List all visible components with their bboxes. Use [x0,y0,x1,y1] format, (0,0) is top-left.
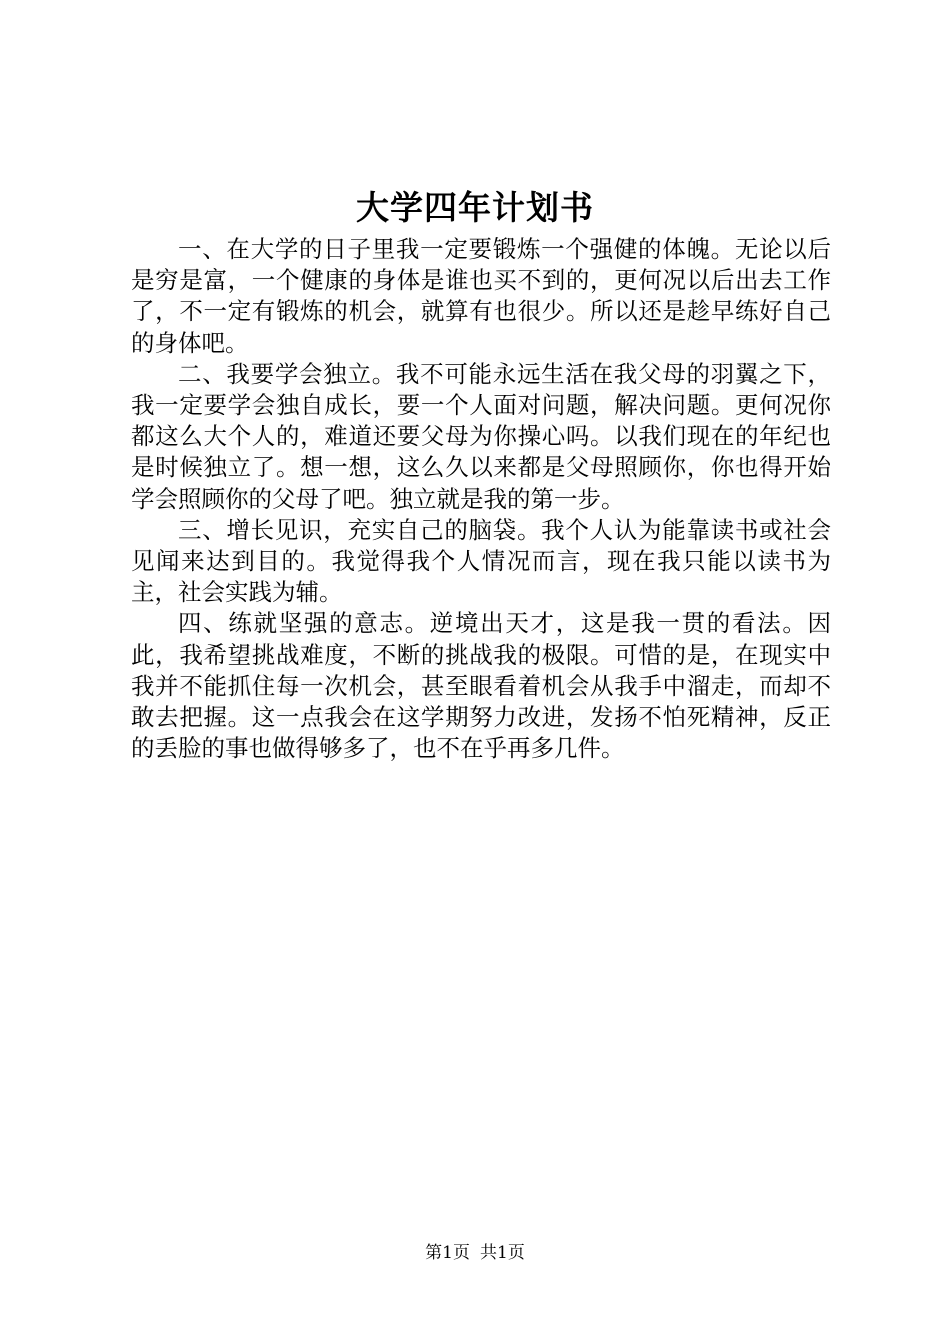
page-footer [0,1242,950,1264]
paragraph-2: 二、我要学会独立。我不可能永远生活在我父母的羽翼之下，我一定要学会独自成长，要一个人面对问题，解决问题。更何况你都这么大个人的，难道还要父母为你操心吗。以我们现在的年纪也是时候独立了。想一想，这么久以来都是父母照顾你，你也得开始学会照顾你的父母了吧。独立就是我的第一步。 [131,359,831,513]
paragraph-1: 一、在大学的日子里我一定要锻炼一个强健的体魄。无论以后是穷是富，一个健康的身体是谁也买不到的，更何况以后出去工作了，不一定有锻炼的机会，就算有也很少。所以还是趁早练好自己的身体吧。 [131,235,831,357]
page-number: 第1页 [425,1243,470,1263]
page-total: 共1页 [480,1243,525,1263]
paragraph-4: 四、练就坚强的意志。逆境出天才，这是我一贯的看法。因此，我希望挑战难度，不断的挑战我的极限。可惜的是，在现实中我并不能抓住每一次机会，甚至眼看着机会从我手中溜走，而却不敢去把握。这一点我会在这学期努力改进，发扬不怕死精神，反正的丢脸的事也做得够多了，也不在乎再多几件。 [131,609,831,763]
document-body [131,234,831,764]
paragraph-3: 三、增长见识，充实自己的脑袋。我个人认为能靠读书或社会见闻来达到目的。我觉得我个人情况而言，现在我只能以读书为主，社会实践为辅。 [131,515,831,607]
document-title: 大学四年计划书 [356,188,594,227]
